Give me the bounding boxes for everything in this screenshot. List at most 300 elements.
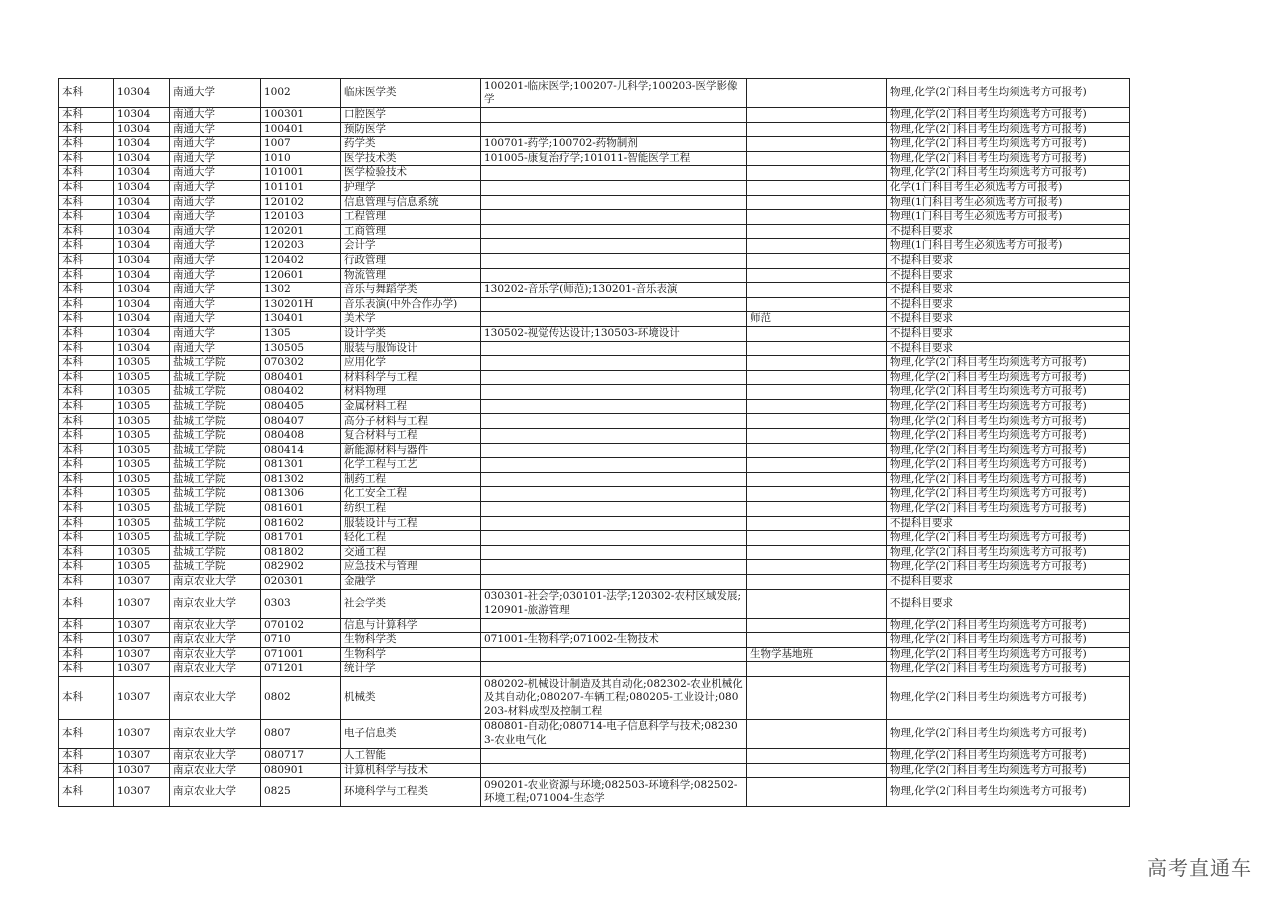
- included-majors-cell: 071001-生物科学;071002-生物技术: [481, 633, 747, 648]
- major-name-cell: 信息与计算科学: [341, 618, 481, 633]
- remark-cell: [747, 502, 887, 517]
- table-row: [59, 210, 1130, 225]
- remark-cell: [747, 748, 887, 763]
- table-body: [59, 79, 1130, 807]
- level-cell: 本科: [59, 545, 114, 560]
- level-cell: 本科: [59, 180, 114, 195]
- table-row: [59, 545, 1130, 560]
- school-name-cell: 南通大学: [170, 195, 261, 210]
- school-code-cell: 10305: [114, 531, 170, 546]
- table-row: [59, 151, 1130, 166]
- school-code-cell: 10304: [114, 166, 170, 181]
- remark-cell: [747, 385, 887, 400]
- major-code-cell: 0303: [261, 589, 341, 618]
- subject-requirement-cell: 不提科目要求: [887, 575, 1130, 590]
- school-name-cell: 盐城工学院: [170, 516, 261, 531]
- subject-requirement-cell: 不提科目要求: [887, 516, 1130, 531]
- school-name-cell: 盐城工学院: [170, 356, 261, 371]
- major-name-cell: 高分子材料与工程: [341, 414, 481, 429]
- remark-cell: [747, 545, 887, 560]
- major-name-cell: 制药工程: [341, 472, 481, 487]
- level-cell: 本科: [59, 356, 114, 371]
- school-code-cell: 10304: [114, 210, 170, 225]
- level-cell: 本科: [59, 443, 114, 458]
- school-name-cell: 盐城工学院: [170, 443, 261, 458]
- table-row: [59, 268, 1130, 283]
- level-cell: 本科: [59, 166, 114, 181]
- remark-cell: [747, 618, 887, 633]
- included-majors-cell: 101005-康复治疗学;101011-智能医学工程: [481, 151, 747, 166]
- included-majors-cell: [481, 108, 747, 123]
- table-row: [59, 356, 1130, 371]
- school-code-cell: 10304: [114, 122, 170, 137]
- major-name-cell: 临床医学类: [341, 79, 481, 108]
- major-name-cell: 化工安全工程: [341, 487, 481, 502]
- subject-requirement-cell: 不提科目要求: [887, 312, 1130, 327]
- school-code-cell: 10307: [114, 589, 170, 618]
- remark-cell: [747, 370, 887, 385]
- remark-cell: [747, 472, 887, 487]
- subject-requirement-cell: 物理,化学(2门科目考生均须选考方可报考): [887, 443, 1130, 458]
- included-majors-cell: 080202-机械设计制造及其自动化;082302-农业机械化及其自动化;080207-车辆工程;080205-工业设计;080203-材料成型及控制工程: [481, 676, 747, 719]
- remark-cell: [747, 633, 887, 648]
- subject-requirement-cell: 不提科目要求: [887, 589, 1130, 618]
- major-name-cell: 轻化工程: [341, 531, 481, 546]
- school-name-cell: 盐城工学院: [170, 545, 261, 560]
- subject-requirement-cell: 物理,化学(2门科目考生均须选考方可报考): [887, 458, 1130, 473]
- included-majors-cell: [481, 763, 747, 778]
- remark-cell: [747, 458, 887, 473]
- school-name-cell: 南京农业大学: [170, 662, 261, 677]
- school-code-cell: 10307: [114, 575, 170, 590]
- subject-requirement-cell: 物理,化学(2门科目考生均须选考方可报考): [887, 778, 1130, 807]
- school-code-cell: 10305: [114, 356, 170, 371]
- table-row: [59, 195, 1130, 210]
- included-majors-cell: [481, 253, 747, 268]
- major-name-cell: 生物科学: [341, 647, 481, 662]
- subject-requirement-cell: 物理(1门科目考生必须选考方可报考): [887, 210, 1130, 225]
- major-name-cell: 统计学: [341, 662, 481, 677]
- school-name-cell: 南通大学: [170, 122, 261, 137]
- major-name-cell: 药学类: [341, 137, 481, 152]
- level-cell: 本科: [59, 268, 114, 283]
- major-code-cell: 080408: [261, 429, 341, 444]
- level-cell: 本科: [59, 399, 114, 414]
- school-name-cell: 南京农业大学: [170, 589, 261, 618]
- table-row: [59, 472, 1130, 487]
- subject-requirement-cell: 物理,化学(2门科目考生均须选考方可报考): [887, 487, 1130, 502]
- major-name-cell: 电子信息类: [341, 719, 481, 748]
- remark-cell: [747, 414, 887, 429]
- school-name-cell: 南京农业大学: [170, 763, 261, 778]
- major-code-cell: 0710: [261, 633, 341, 648]
- remark-cell: [747, 516, 887, 531]
- included-majors-cell: [481, 297, 747, 312]
- subject-requirement-cell: 物理,化学(2门科目考生均须选考方可报考): [887, 560, 1130, 575]
- remark-cell: [747, 283, 887, 298]
- school-name-cell: 南京农业大学: [170, 633, 261, 648]
- level-cell: 本科: [59, 122, 114, 137]
- level-cell: 本科: [59, 429, 114, 444]
- school-code-cell: 10304: [114, 195, 170, 210]
- major-name-cell: 设计学类: [341, 326, 481, 341]
- table-row: [59, 487, 1130, 502]
- remark-cell: [747, 268, 887, 283]
- remark-cell: [747, 341, 887, 356]
- subject-requirement-cell: 物理,化学(2门科目考生均须选考方可报考): [887, 79, 1130, 108]
- table-row: [59, 283, 1130, 298]
- remark-cell: [747, 297, 887, 312]
- major-code-cell: 080901: [261, 763, 341, 778]
- major-code-cell: 1002: [261, 79, 341, 108]
- school-name-cell: 南京农业大学: [170, 647, 261, 662]
- table-row: [59, 224, 1130, 239]
- school-name-cell: 南通大学: [170, 312, 261, 327]
- major-name-cell: 预防医学: [341, 122, 481, 137]
- level-cell: 本科: [59, 341, 114, 356]
- included-majors-cell: [481, 239, 747, 254]
- included-majors-cell: [481, 516, 747, 531]
- remark-cell: 师范: [747, 312, 887, 327]
- remark-cell: [747, 575, 887, 590]
- included-majors-cell: [481, 748, 747, 763]
- level-cell: 本科: [59, 283, 114, 298]
- major-name-cell: 纺织工程: [341, 502, 481, 517]
- table-row: [59, 180, 1130, 195]
- school-name-cell: 南京农业大学: [170, 778, 261, 807]
- subject-requirement-cell: 物理,化学(2门科目考生均须选考方可报考): [887, 763, 1130, 778]
- table-row: [59, 166, 1130, 181]
- level-cell: 本科: [59, 633, 114, 648]
- level-cell: 本科: [59, 748, 114, 763]
- subject-requirement-cell: 物理,化学(2门科目考生均须选考方可报考): [887, 748, 1130, 763]
- major-code-cell: 081306: [261, 487, 341, 502]
- level-cell: 本科: [59, 589, 114, 618]
- level-cell: 本科: [59, 326, 114, 341]
- subject-requirement-cell: 不提科目要求: [887, 268, 1130, 283]
- remark-cell: 生物学基地班: [747, 647, 887, 662]
- table-row: [59, 253, 1130, 268]
- table-row: [59, 516, 1130, 531]
- school-code-cell: 10305: [114, 370, 170, 385]
- level-cell: 本科: [59, 210, 114, 225]
- major-code-cell: 080405: [261, 399, 341, 414]
- school-code-cell: 10307: [114, 778, 170, 807]
- included-majors-cell: [481, 399, 747, 414]
- major-name-cell: 交通工程: [341, 545, 481, 560]
- major-code-cell: 101001: [261, 166, 341, 181]
- school-name-cell: 南通大学: [170, 297, 261, 312]
- major-name-cell: 服装设计与工程: [341, 516, 481, 531]
- major-name-cell: 医学检验技术: [341, 166, 481, 181]
- included-majors-cell: [481, 195, 747, 210]
- level-cell: 本科: [59, 297, 114, 312]
- major-code-cell: 130505: [261, 341, 341, 356]
- remark-cell: [747, 79, 887, 108]
- subject-requirement-cell: 不提科目要求: [887, 297, 1130, 312]
- remark-cell: [747, 560, 887, 575]
- table-row: [59, 297, 1130, 312]
- level-cell: 本科: [59, 647, 114, 662]
- major-code-cell: 080401: [261, 370, 341, 385]
- school-code-cell: 10307: [114, 676, 170, 719]
- major-code-cell: 1007: [261, 137, 341, 152]
- remark-cell: [747, 122, 887, 137]
- school-name-cell: 盐城工学院: [170, 458, 261, 473]
- table-row: [59, 312, 1130, 327]
- major-name-cell: 美术学: [341, 312, 481, 327]
- school-code-cell: 10305: [114, 399, 170, 414]
- major-code-cell: 120402: [261, 253, 341, 268]
- major-code-cell: 080402: [261, 385, 341, 400]
- school-name-cell: 南通大学: [170, 326, 261, 341]
- included-majors-cell: [481, 370, 747, 385]
- level-cell: 本科: [59, 472, 114, 487]
- major-name-cell: 金融学: [341, 575, 481, 590]
- remark-cell: [747, 137, 887, 152]
- remark-cell: [747, 239, 887, 254]
- major-name-cell: 信息管理与信息系统: [341, 195, 481, 210]
- subject-requirement-cell: 物理,化学(2门科目考生均须选考方可报考): [887, 647, 1130, 662]
- school-code-cell: 10307: [114, 763, 170, 778]
- table-row: [59, 647, 1130, 662]
- subject-requirement-cell: 物理,化学(2门科目考生均须选考方可报考): [887, 108, 1130, 123]
- major-name-cell: 音乐与舞蹈学类: [341, 283, 481, 298]
- subject-requirement-cell: 物理,化学(2门科目考生均须选考方可报考): [887, 414, 1130, 429]
- included-majors-cell: 100201-临床医学;100207-儿科学;100203-医学影像学: [481, 79, 747, 108]
- level-cell: 本科: [59, 763, 114, 778]
- major-code-cell: 120103: [261, 210, 341, 225]
- included-majors-cell: 030301-社会学;030101-法学;120302-农村区域发展;120901-旅游管理: [481, 589, 747, 618]
- school-code-cell: 10304: [114, 268, 170, 283]
- table-row: [59, 502, 1130, 517]
- school-code-cell: 10304: [114, 326, 170, 341]
- school-name-cell: 盐城工学院: [170, 399, 261, 414]
- school-name-cell: 盐城工学院: [170, 385, 261, 400]
- subject-requirement-cell: 物理,化学(2门科目考生均须选考方可报考): [887, 356, 1130, 371]
- major-code-cell: 082902: [261, 560, 341, 575]
- level-cell: 本科: [59, 137, 114, 152]
- major-name-cell: 应用化学: [341, 356, 481, 371]
- subject-requirement-cell: 不提科目要求: [887, 253, 1130, 268]
- major-code-cell: 080407: [261, 414, 341, 429]
- level-cell: 本科: [59, 79, 114, 108]
- table-row: [59, 239, 1130, 254]
- admission-subject-table: [58, 78, 1130, 807]
- major-code-cell: 120203: [261, 239, 341, 254]
- major-code-cell: 1010: [261, 151, 341, 166]
- major-code-cell: 130201H: [261, 297, 341, 312]
- level-cell: 本科: [59, 151, 114, 166]
- included-majors-cell: [481, 531, 747, 546]
- major-code-cell: 100401: [261, 122, 341, 137]
- major-code-cell: 081301: [261, 458, 341, 473]
- level-cell: 本科: [59, 618, 114, 633]
- table-row: [59, 326, 1130, 341]
- remark-cell: [747, 253, 887, 268]
- subject-requirement-cell: 化学(1门科目考生必须选考方可报考): [887, 180, 1130, 195]
- major-code-cell: 071201: [261, 662, 341, 677]
- remark-cell: [747, 210, 887, 225]
- subject-requirement-cell: 物理,化学(2门科目考生均须选考方可报考): [887, 370, 1130, 385]
- remark-cell: [747, 399, 887, 414]
- remark-cell: [747, 778, 887, 807]
- included-majors-cell: [481, 487, 747, 502]
- major-code-cell: 1302: [261, 283, 341, 298]
- school-code-cell: 10305: [114, 516, 170, 531]
- remark-cell: [747, 166, 887, 181]
- school-name-cell: 盐城工学院: [170, 472, 261, 487]
- table-row: [59, 748, 1130, 763]
- major-name-cell: 行政管理: [341, 253, 481, 268]
- remark-cell: [747, 429, 887, 444]
- school-code-cell: 10304: [114, 283, 170, 298]
- included-majors-cell: [481, 224, 747, 239]
- level-cell: 本科: [59, 224, 114, 239]
- level-cell: 本科: [59, 575, 114, 590]
- included-majors-cell: 080801-自动化;080714-电子信息科学与技术;082303-农业电气化: [481, 719, 747, 748]
- included-majors-cell: [481, 180, 747, 195]
- school-code-cell: 10304: [114, 137, 170, 152]
- level-cell: 本科: [59, 239, 114, 254]
- major-code-cell: 080414: [261, 443, 341, 458]
- table-row: [59, 778, 1130, 807]
- subject-requirement-cell: 物理,化学(2门科目考生均须选考方可报考): [887, 676, 1130, 719]
- table-row: [59, 560, 1130, 575]
- school-name-cell: 盐城工学院: [170, 487, 261, 502]
- table-row: [59, 662, 1130, 677]
- level-cell: 本科: [59, 253, 114, 268]
- level-cell: 本科: [59, 312, 114, 327]
- major-name-cell: 人工智能: [341, 748, 481, 763]
- school-code-cell: 10304: [114, 253, 170, 268]
- subject-requirement-cell: 物理,化学(2门科目考生均须选考方可报考): [887, 545, 1130, 560]
- school-name-cell: 盐城工学院: [170, 502, 261, 517]
- major-name-cell: 口腔医学: [341, 108, 481, 123]
- school-code-cell: 10304: [114, 79, 170, 108]
- included-majors-cell: [481, 618, 747, 633]
- school-name-cell: 南通大学: [170, 108, 261, 123]
- included-majors-cell: [481, 356, 747, 371]
- subject-requirement-cell: 物理(1门科目考生必须选考方可报考): [887, 239, 1130, 254]
- subject-requirement-cell: 不提科目要求: [887, 341, 1130, 356]
- major-name-cell: 新能源材料与器件: [341, 443, 481, 458]
- table-row: [59, 763, 1130, 778]
- remark-cell: [747, 224, 887, 239]
- school-code-cell: 10304: [114, 224, 170, 239]
- school-code-cell: 10305: [114, 472, 170, 487]
- school-name-cell: 南通大学: [170, 210, 261, 225]
- table-row: [59, 458, 1130, 473]
- major-code-cell: 1305: [261, 326, 341, 341]
- remark-cell: [747, 108, 887, 123]
- school-code-cell: 10307: [114, 662, 170, 677]
- table-row: [59, 137, 1130, 152]
- remark-cell: [747, 719, 887, 748]
- school-name-cell: 南通大学: [170, 341, 261, 356]
- major-name-cell: 工程管理: [341, 210, 481, 225]
- major-code-cell: 081302: [261, 472, 341, 487]
- subject-requirement-cell: 物理,化学(2门科目考生均须选考方可报考): [887, 633, 1130, 648]
- school-name-cell: 盐城工学院: [170, 370, 261, 385]
- major-name-cell: 环境科学与工程类: [341, 778, 481, 807]
- major-code-cell: 130401: [261, 312, 341, 327]
- school-code-cell: 10304: [114, 239, 170, 254]
- major-code-cell: 120102: [261, 195, 341, 210]
- subject-requirement-cell: 不提科目要求: [887, 283, 1130, 298]
- remark-cell: [747, 676, 887, 719]
- included-majors-cell: [481, 312, 747, 327]
- level-cell: 本科: [59, 502, 114, 517]
- subject-requirement-cell: 物理,化学(2门科目考生均须选考方可报考): [887, 472, 1130, 487]
- subject-requirement-cell: 不提科目要求: [887, 224, 1130, 239]
- major-name-cell: 材料物理: [341, 385, 481, 400]
- school-name-cell: 南京农业大学: [170, 719, 261, 748]
- major-code-cell: 100301: [261, 108, 341, 123]
- school-code-cell: 10304: [114, 297, 170, 312]
- school-name-cell: 盐城工学院: [170, 414, 261, 429]
- remark-cell: [747, 151, 887, 166]
- table-row: [59, 633, 1130, 648]
- school-code-cell: 10305: [114, 458, 170, 473]
- included-majors-cell: [481, 472, 747, 487]
- remark-cell: [747, 531, 887, 546]
- major-name-cell: 复合材料与工程: [341, 429, 481, 444]
- school-name-cell: 南京农业大学: [170, 748, 261, 763]
- major-name-cell: 机械类: [341, 676, 481, 719]
- included-majors-cell: [481, 385, 747, 400]
- school-name-cell: 南通大学: [170, 151, 261, 166]
- level-cell: 本科: [59, 385, 114, 400]
- table-row: [59, 676, 1130, 719]
- table-row: [59, 429, 1130, 444]
- table-row: [59, 385, 1130, 400]
- level-cell: 本科: [59, 560, 114, 575]
- included-majors-cell: [481, 545, 747, 560]
- major-code-cell: 0825: [261, 778, 341, 807]
- major-code-cell: 0802: [261, 676, 341, 719]
- remark-cell: [747, 763, 887, 778]
- level-cell: 本科: [59, 458, 114, 473]
- major-code-cell: 081601: [261, 502, 341, 517]
- table-row: [59, 79, 1130, 108]
- level-cell: 本科: [59, 719, 114, 748]
- school-name-cell: 南通大学: [170, 79, 261, 108]
- included-majors-cell: [481, 502, 747, 517]
- school-name-cell: 盐城工学院: [170, 560, 261, 575]
- subject-requirement-cell: 物理,化学(2门科目考生均须选考方可报考): [887, 399, 1130, 414]
- subject-requirement-cell: 物理,化学(2门科目考生均须选考方可报考): [887, 385, 1130, 400]
- included-majors-cell: [481, 662, 747, 677]
- subject-requirement-cell: 物理,化学(2门科目考生均须选考方可报考): [887, 662, 1130, 677]
- subject-requirement-cell: 物理,化学(2门科目考生均须选考方可报考): [887, 166, 1130, 181]
- school-code-cell: 10307: [114, 748, 170, 763]
- subject-requirement-cell: 物理(1门科目考生必须选考方可报考): [887, 195, 1130, 210]
- included-majors-cell: [481, 560, 747, 575]
- school-name-cell: 南通大学: [170, 268, 261, 283]
- school-code-cell: 10304: [114, 180, 170, 195]
- included-majors-cell: 130202-音乐学(师范);130201-音乐表演: [481, 283, 747, 298]
- school-code-cell: 10307: [114, 719, 170, 748]
- school-code-cell: 10307: [114, 633, 170, 648]
- major-name-cell: 音乐表演(中外合作办学): [341, 297, 481, 312]
- table-row: [59, 618, 1130, 633]
- school-name-cell: 南通大学: [170, 239, 261, 254]
- level-cell: 本科: [59, 487, 114, 502]
- major-code-cell: 080717: [261, 748, 341, 763]
- table-row: [59, 122, 1130, 137]
- major-code-cell: 081701: [261, 531, 341, 546]
